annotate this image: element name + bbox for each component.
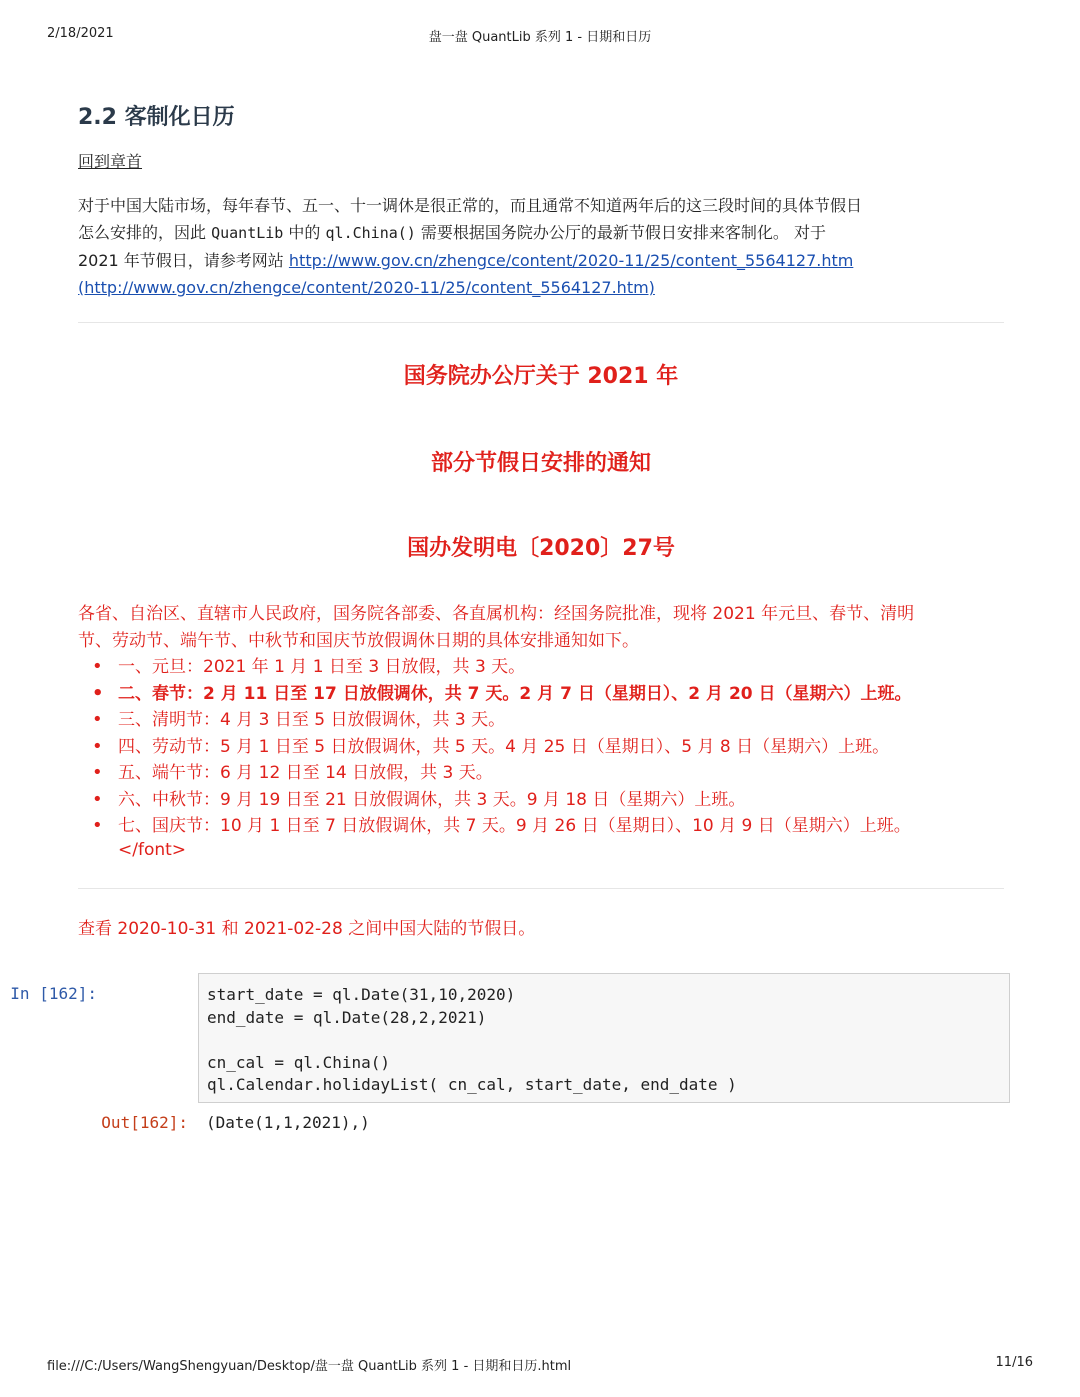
holiday-list — [78, 654, 1004, 840]
china-calendar-code: ql.China() — [325, 224, 416, 242]
divider — [78, 888, 1004, 889]
input-prompt: In [162]: — [10, 984, 97, 1003]
list-item: • 六、中秋节：9 月 19 日至 21 日放假调休，共 3 天。9 月 18 日（星期六）上班。 — [118, 787, 1004, 814]
para-line-2: 怎么安排的，因此 QuantLib 中的 ql.China() 需要根据国务院办公厅的最新节假日安排来客制化。 对于 — [78, 223, 827, 242]
list-item: • 三、清明节：4 月 3 日至 5 日放假调休，共 3 天。 — [118, 707, 1004, 734]
font-tag-text: </font> — [118, 840, 187, 860]
gov-link[interactable]: http://www.gov.cn/zhengce/content/2020-11/25/content_5564127.htm — [288, 251, 854, 270]
print-file-path: file:///C:/Users/WangShengyuan/Desktop/盘一盘 QuantLib 系列 1 - 日期和日历.html — [47, 1359, 572, 1374]
query-text: 查看 2020-10-31 和 2021-02-28 之间中国大陆的节假日。 — [78, 919, 536, 939]
list-item: • 五、端午节：6 月 12 日至 14 日放假，共 3 天。 — [118, 760, 1004, 787]
list-item: • 二、春节：2 月 11 日至 17 日放假调休，共 7 天。2 月 7 日（星期日）、2 月 20 日（星期六）上班。 — [118, 681, 1004, 708]
back-to-chapter-link[interactable]: 回到章首 — [78, 152, 143, 171]
para-line-3: 2021 年节假日，请参考网站 http://www.gov.cn/zhengce/content/2020-11/25/content_5564127.htm — [78, 251, 854, 270]
code-cell[interactable] — [198, 973, 1010, 1103]
quantlib-code: QuantLib — [211, 224, 284, 242]
notice-doc-number: 国办发明电〔2020〕27号 — [407, 536, 675, 561]
notice-intro: 各省、自治区、直辖市人民政府，国务院各部委、各直属机构：经国务院批准，现将 2021 年元旦、春节、清明 节、劳动节、端午节、中秋节和国庆节放假调休日期的具体安排通知如下。 — [78, 604, 915, 651]
code-text[interactable]: start_date = ql.Date(31,10,2020) end_date = ql.Date(28,2,2021) cn_cal = ql.China() ql.Calendar.holidayList( cn_cal, start_date, end_date ) — [207, 985, 737, 1094]
print-title: 盘一盘 QuantLib 系列 1 - 日期和日历 — [428, 30, 652, 45]
list-item: • 四、劳动节：5 月 1 日至 5 日放假调休，共 5 天。4 月 25 日（星期日）、5 月 8 日（星期六）上班。 — [118, 734, 1004, 761]
divider — [78, 322, 1004, 323]
notice-title-1: 国务院办公厅关于 2021 年 — [403, 364, 679, 389]
list-item: • 七、国庆节：10 月 1 日至 7 日放假调休，共 7 天。9 月 26 日（星期日）、10 月 9 日（星期六）上班。 — [118, 813, 1004, 840]
print-date: 2/18/2021 — [47, 26, 114, 41]
notice-title-2: 部分节假日安排的通知 — [430, 451, 651, 476]
page-number: 11/16 — [995, 1355, 1033, 1370]
list-item: • 一、元旦：2021 年 1 月 1 日至 3 日放假，共 3 天。 — [118, 654, 1004, 681]
para-line-1: 对于中国大陆市场，每年春节、五一、十一调休是很正常的，而且通常不知道两年后的这三段时间的具体节假日 — [78, 196, 863, 215]
cell-output: (Date(1,1,2021),) — [206, 1113, 370, 1132]
intro-paragraph — [78, 192, 1004, 301]
output-prompt: Out[162]: — [101, 1113, 188, 1132]
para-line-4 — [78, 274, 1004, 301]
section-heading: 2.2 客制化日历 — [78, 105, 235, 130]
gov-link-paren[interactable]: (http://www.gov.cn/zhengce/content/2020-11/25/content_5564127.htm) — [78, 278, 655, 297]
